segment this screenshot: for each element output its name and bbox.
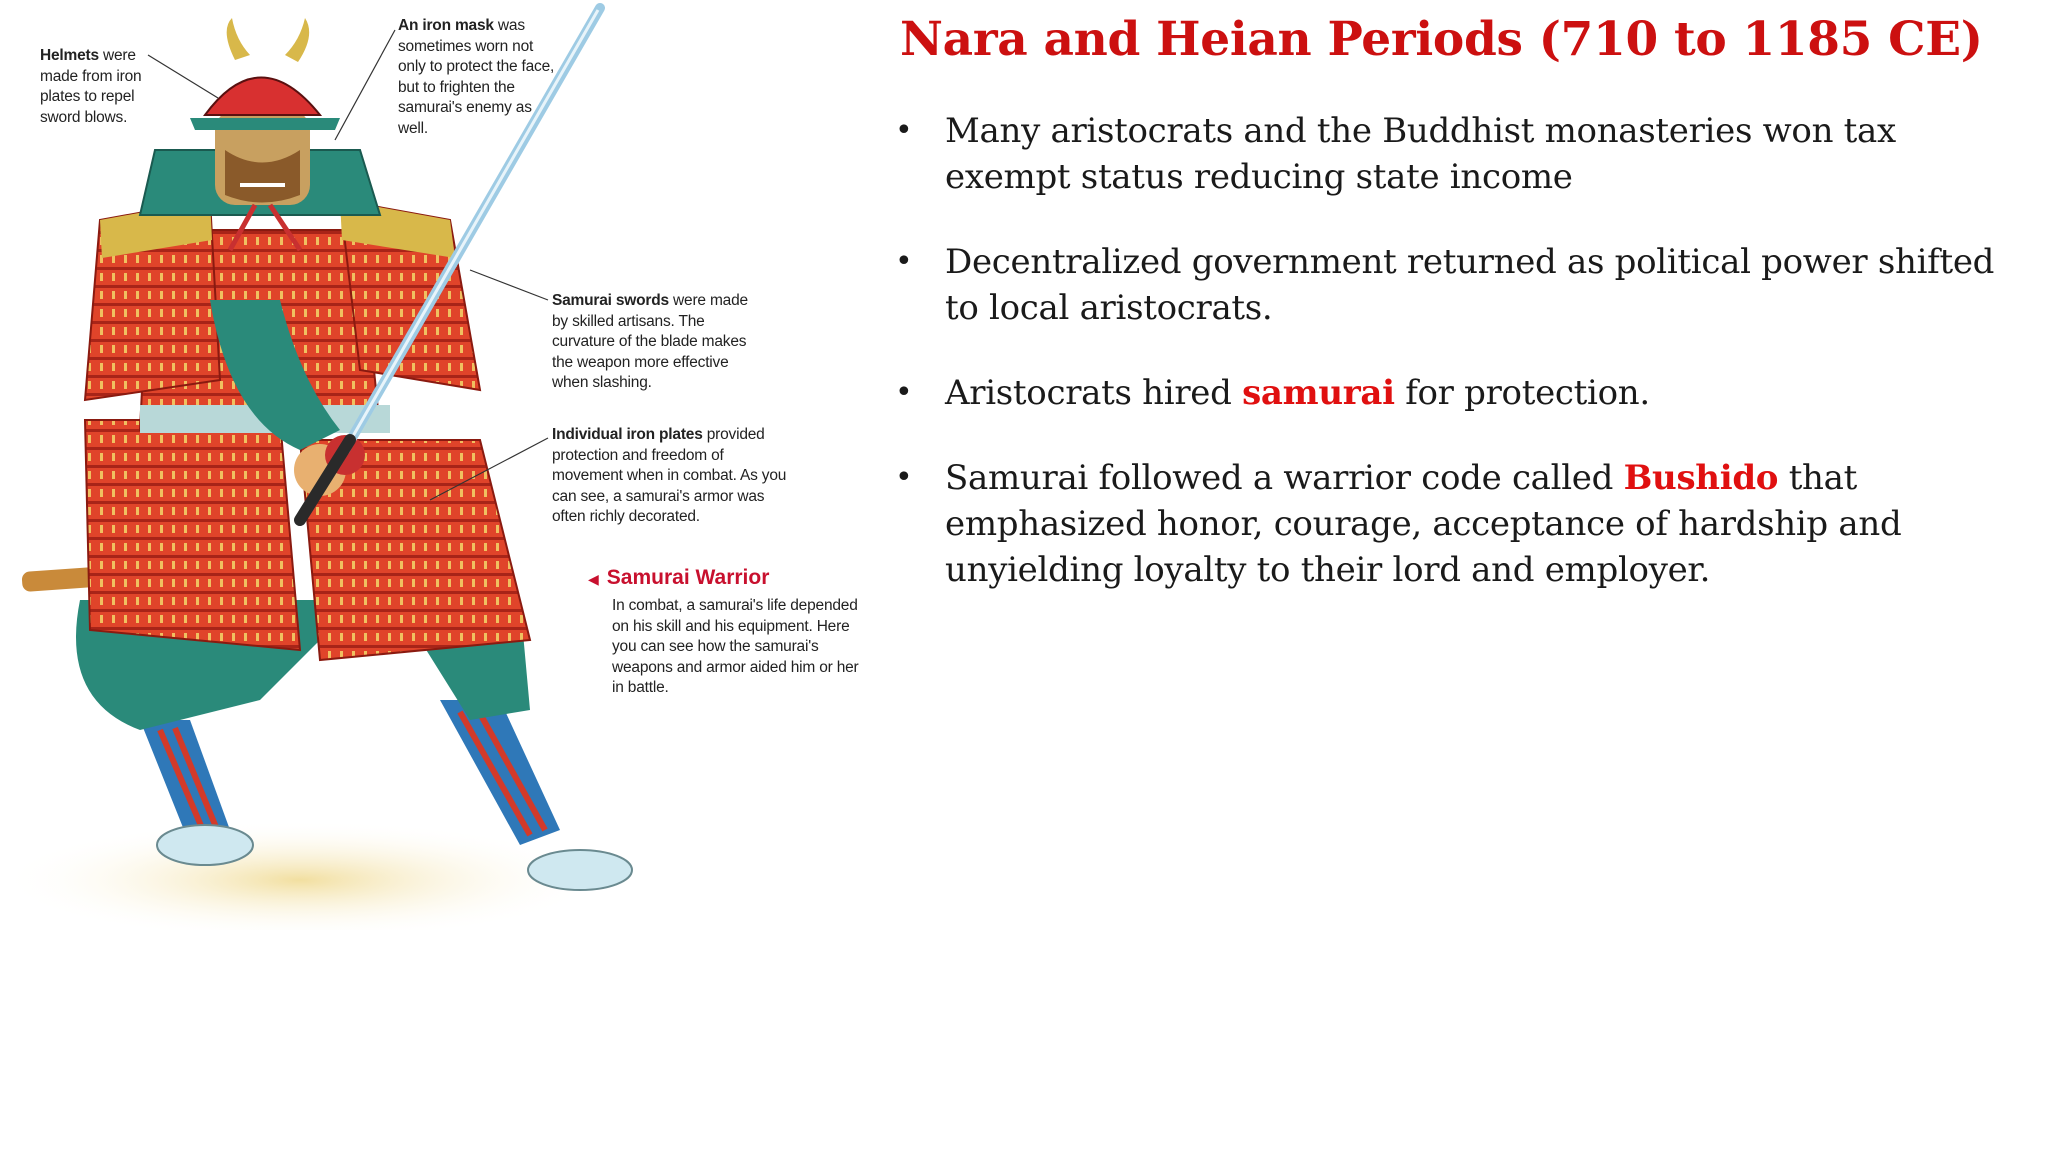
swords-callout-line <box>470 270 548 300</box>
bullet-dot-icon: • <box>895 113 913 148</box>
helmet-callout-line <box>148 55 218 98</box>
swords-callout-title: Samurai swords <box>552 292 669 309</box>
bullet-dot-icon: • <box>895 244 913 279</box>
bullet-text-after: that emphasized honor, courage, acceptance of hardship and unyielding loyalty to their lord and employer. <box>945 458 1902 590</box>
helmet-horns <box>227 18 310 62</box>
highlight-bushido: Bushido <box>1623 458 1779 498</box>
bullet-item <box>895 455 2015 593</box>
slide-title: Nara and Heian Periods (710 to 1185 CE) <box>900 12 1983 67</box>
bullet-text-after: for protection. <box>1394 373 1650 413</box>
mask-callout-line <box>335 30 395 140</box>
swords-callout <box>552 291 758 394</box>
helmet <box>205 78 320 116</box>
bullet-item <box>895 108 2015 200</box>
bullet-dot-icon: • <box>895 375 913 410</box>
bullet-text-before: Samurai followed a warrior code called <box>945 458 1624 498</box>
helmet-callout-title: Helmets <box>40 47 99 64</box>
warrior-caption: In combat, a samurai's life depended on his skill and his equipment. Here you can see how the samurai's weapons and armor aided him or her in battle. <box>612 597 859 696</box>
warrior-title-text: Samurai Warrior <box>606 566 770 589</box>
plates-callout-title: Individual iron plates <box>552 426 703 443</box>
skirt-armor-left <box>85 420 300 650</box>
samurai-figure <box>0 0 880 930</box>
right-foot <box>528 850 632 890</box>
bullet-dot-icon: • <box>895 460 913 495</box>
bullet-list <box>895 108 2015 632</box>
bullet-text: Many aristocrats and the Buddhist monasteries won tax exempt status reducing state income <box>945 111 1896 197</box>
mask-callout <box>398 16 558 139</box>
bullet-text-before: Aristocrats hired <box>945 373 1243 413</box>
plates-callout-text: provided protection and freedom of movement when in combat. As you can see, a samurai's armor was often richly decorated. <box>552 426 787 525</box>
warrior-caption-title <box>588 566 769 590</box>
helmet-callout-text: were made from iron plates to repel sword blows. <box>40 47 142 126</box>
ground-shadow <box>0 820 600 930</box>
bullet-text: Decentralized government returned as political power shifted to local aristocrats. <box>945 242 1995 328</box>
mask-callout-title: An iron mask <box>398 17 494 34</box>
bullet-item <box>895 239 2015 331</box>
helmet-callout <box>40 46 158 128</box>
left-foot <box>157 825 253 865</box>
plates-callout <box>552 425 792 528</box>
caret-left-icon: ◀ <box>588 571 599 587</box>
swords-callout-text: were made by skilled artisans. The curvature of the blade makes the weapon more effective when slashing. <box>552 292 748 391</box>
bullet-item <box>895 370 2015 416</box>
mask-callout-text: was sometimes worn not only to protect the face, but to frighten the samurai's enemy as well. <box>398 17 555 137</box>
highlight-samurai: samurai <box>1242 373 1395 413</box>
